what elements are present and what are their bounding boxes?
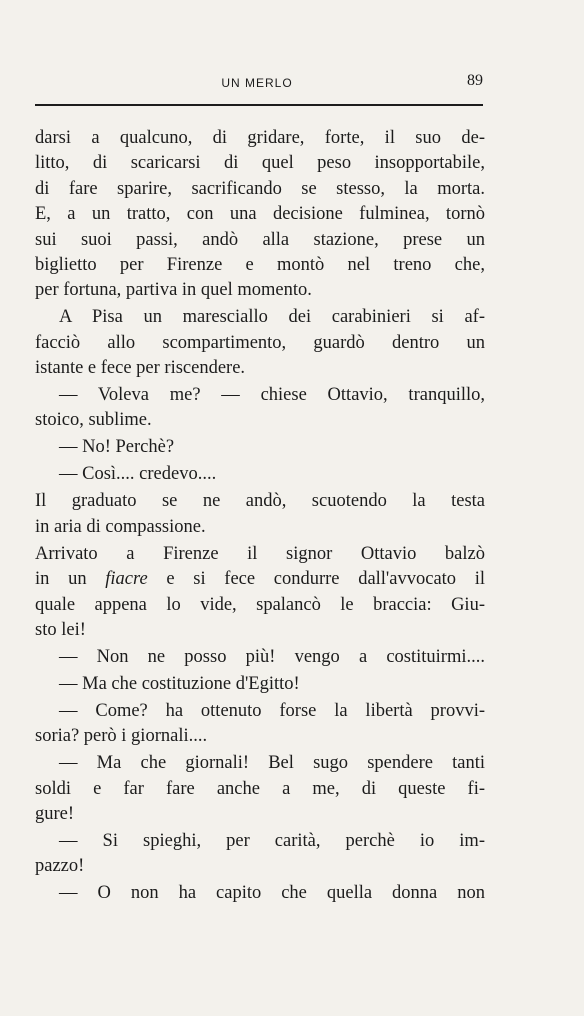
- text-line: darsi a qualcuno, di gridare, forte, il suo de-: [35, 128, 485, 148]
- text-line: — Come? ha ottenuto forse la libertà provvi-: [59, 700, 485, 721]
- page-number: 89: [467, 72, 483, 89]
- text-line: E, a un tratto, con una decisione fulminea, tornò: [35, 204, 485, 225]
- italic-word: fiacre: [105, 569, 148, 590]
- text-line: per fortuna, partiva in quel momento.: [35, 280, 312, 301]
- text-line: istante e fece per riscendere.: [35, 358, 246, 379]
- header-rule: [35, 104, 483, 106]
- text-line: in un fiacre e si fece condurre dall'avvocato il: [35, 569, 486, 590]
- text-line: gure!: [35, 804, 75, 825]
- text-line: Arrivato a Firenze il signor Ottavio balzò: [35, 543, 485, 564]
- text-line: — Ma che giornali! Bel sugo spendere tanti: [59, 753, 485, 774]
- text-line: — O non ha capito che quella donna non: [59, 883, 485, 904]
- text-line: stoico, sublime.: [35, 410, 152, 431]
- text-line: sto lei!: [35, 619, 86, 640]
- body-text: [35, 126, 485, 907]
- text-line: sui suoi passi, andò alla stazione, prese un: [35, 229, 485, 250]
- text-line: soria? però i giornali....: [35, 726, 208, 747]
- text-line: biglietto per Firenze e montò nel treno che,: [35, 254, 485, 275]
- text-line: soldi e far fare anche a me, di queste fi-: [35, 778, 485, 799]
- text-line: in aria di compassione.: [35, 516, 206, 537]
- text-line: quale appena lo vide, spalancò le braccia: Giu-: [35, 594, 485, 615]
- text-line: — Non ne posso più! vengo a costituirmi....: [59, 646, 485, 667]
- text-line: di fare sparire, sacrificando se stesso, la morta.: [35, 178, 485, 199]
- text-line: litto, di scaricarsi di quel peso insopportabile,: [35, 153, 485, 174]
- text-line: pazzo!: [35, 856, 85, 877]
- text-line: — No! Perchè?: [59, 437, 175, 458]
- text-line: Il graduato se ne andò, scuotendo la testa: [35, 491, 485, 512]
- running-title: UN MERLO: [221, 76, 293, 90]
- text-line: facciò allo scompartimento, guardò dentro un: [35, 332, 485, 353]
- text-line: — Così.... credevo....: [59, 464, 217, 485]
- text-line: — Si spieghi, per carità, perchè io im-: [59, 831, 485, 852]
- text-line: A Pisa un maresciallo dei carabinieri si af-: [59, 307, 485, 328]
- text-line: — Voleva me? — chiese Ottavio, tranquillo,: [59, 385, 485, 406]
- text-line: — Ma che costituzione d'Egitto!: [59, 673, 300, 694]
